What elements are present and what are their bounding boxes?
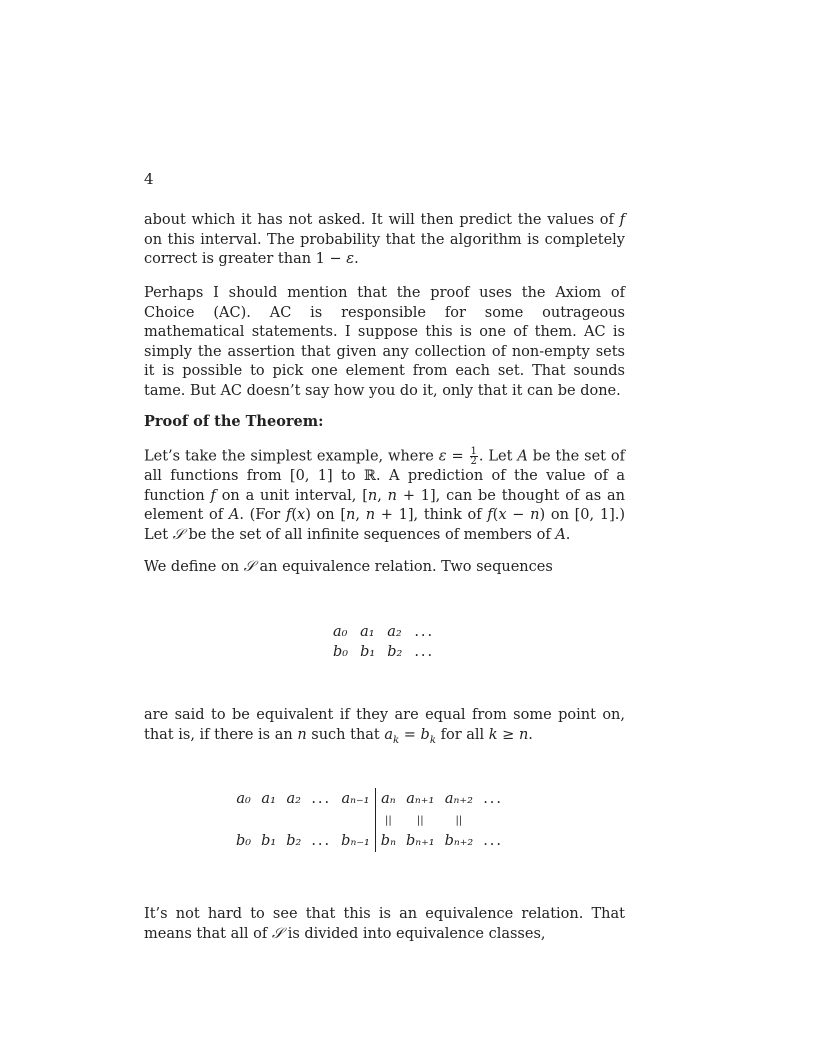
term-b1: b₁ (360, 644, 376, 660)
term-a-n-minus-1: aₙ₋₁ (341, 791, 370, 807)
term-b-n: bₙ (375, 830, 401, 852)
term-a0: a₀ (236, 791, 251, 807)
term-a2: a₂ (387, 624, 402, 640)
term-a-n-plus-1: aₙ₊₁ (406, 791, 435, 807)
ellipsis: ... (483, 833, 504, 849)
term-b1: b₁ (261, 833, 277, 849)
term-b0: b₀ (333, 644, 349, 660)
sequence-row-a (327, 622, 440, 642)
term-a1: a₁ (261, 791, 276, 807)
term-b0: b₀ (236, 833, 252, 849)
equality-row (231, 810, 508, 830)
paragraph-6: It’s not hard to see that this is an equivalence relation. That means that all of 𝒮 is divided into equivalence classes, (144, 906, 625, 942)
term-b-n-plus-1: bₙ₊₁ (405, 833, 435, 849)
term-b-n-minus-1: bₙ₋₁ (341, 833, 370, 849)
term-a1: a₁ (360, 624, 375, 640)
equality-mark: || (375, 810, 401, 830)
term-b2: b₂ (387, 644, 403, 660)
term-b2: b₂ (286, 833, 302, 849)
fraction-one-half: $\frac{1}{2}$ (470, 446, 477, 467)
paragraph-2: Perhaps I should mention that the proof uses the Axiom of Choice (AC). AC is responsible for some outrageous mathematical statements. I suppose this is one of them. AC is simply the assertion that given any collection of non-empty sets it is possible to pick one element from each set. That sounds tame. But AC doesn’t say how you do it, only that it can be done. (144, 285, 625, 399)
sequence-row-b (231, 830, 508, 852)
section-heading: Proof of the Theorem: (144, 413, 324, 430)
paragraph-3: Let’s take the simplest example, where ε = $\frac{1}{2}$ . Let A be the set of all functions from [0, 1] to ℝ. A prediction of the value of a function f on a unit interval, [n, n + 1], can be thought of as an element of A. (For f(x) on [n, n + 1], think of f(x − n) on [0, 1].) Let 𝒮 be the set of all infinite sequences of members of A. (144, 446, 625, 543)
equivalence-display (231, 788, 508, 852)
equality-mark: || (455, 814, 463, 826)
term-a2: a₂ (286, 791, 301, 807)
paragraph-5: are said to be equivalent if they are equal from some point on, that is, if there is an n such that $a_k = b_k$ for all k ≥ n. (144, 707, 625, 746)
term-b-n-plus-2: bₙ₊₂ (444, 833, 474, 849)
sequence-row-a (231, 788, 508, 810)
ellipsis: ... (311, 833, 332, 849)
page-number: 4 (144, 170, 154, 188)
ellipsis: ... (414, 644, 435, 660)
term-a0: a₀ (333, 624, 348, 640)
sequence-pair-display (327, 622, 440, 662)
term-a-n-plus-2: aₙ₊₂ (444, 791, 473, 807)
sequence-row-b (327, 642, 440, 662)
term-a-n: aₙ (375, 788, 401, 810)
paragraph-4: We define on 𝒮 an equivalence relation. Two sequences (144, 559, 553, 575)
paragraph-1: about which it has not asked. It will then predict the values of f on this interval. The probability that the algorithm is completely correct is greater than 1 − ε. (144, 212, 625, 268)
equality-mark: || (416, 814, 424, 826)
ellipsis: ... (483, 791, 504, 807)
ellipsis: ... (414, 624, 435, 640)
ellipsis: ... (311, 791, 332, 807)
